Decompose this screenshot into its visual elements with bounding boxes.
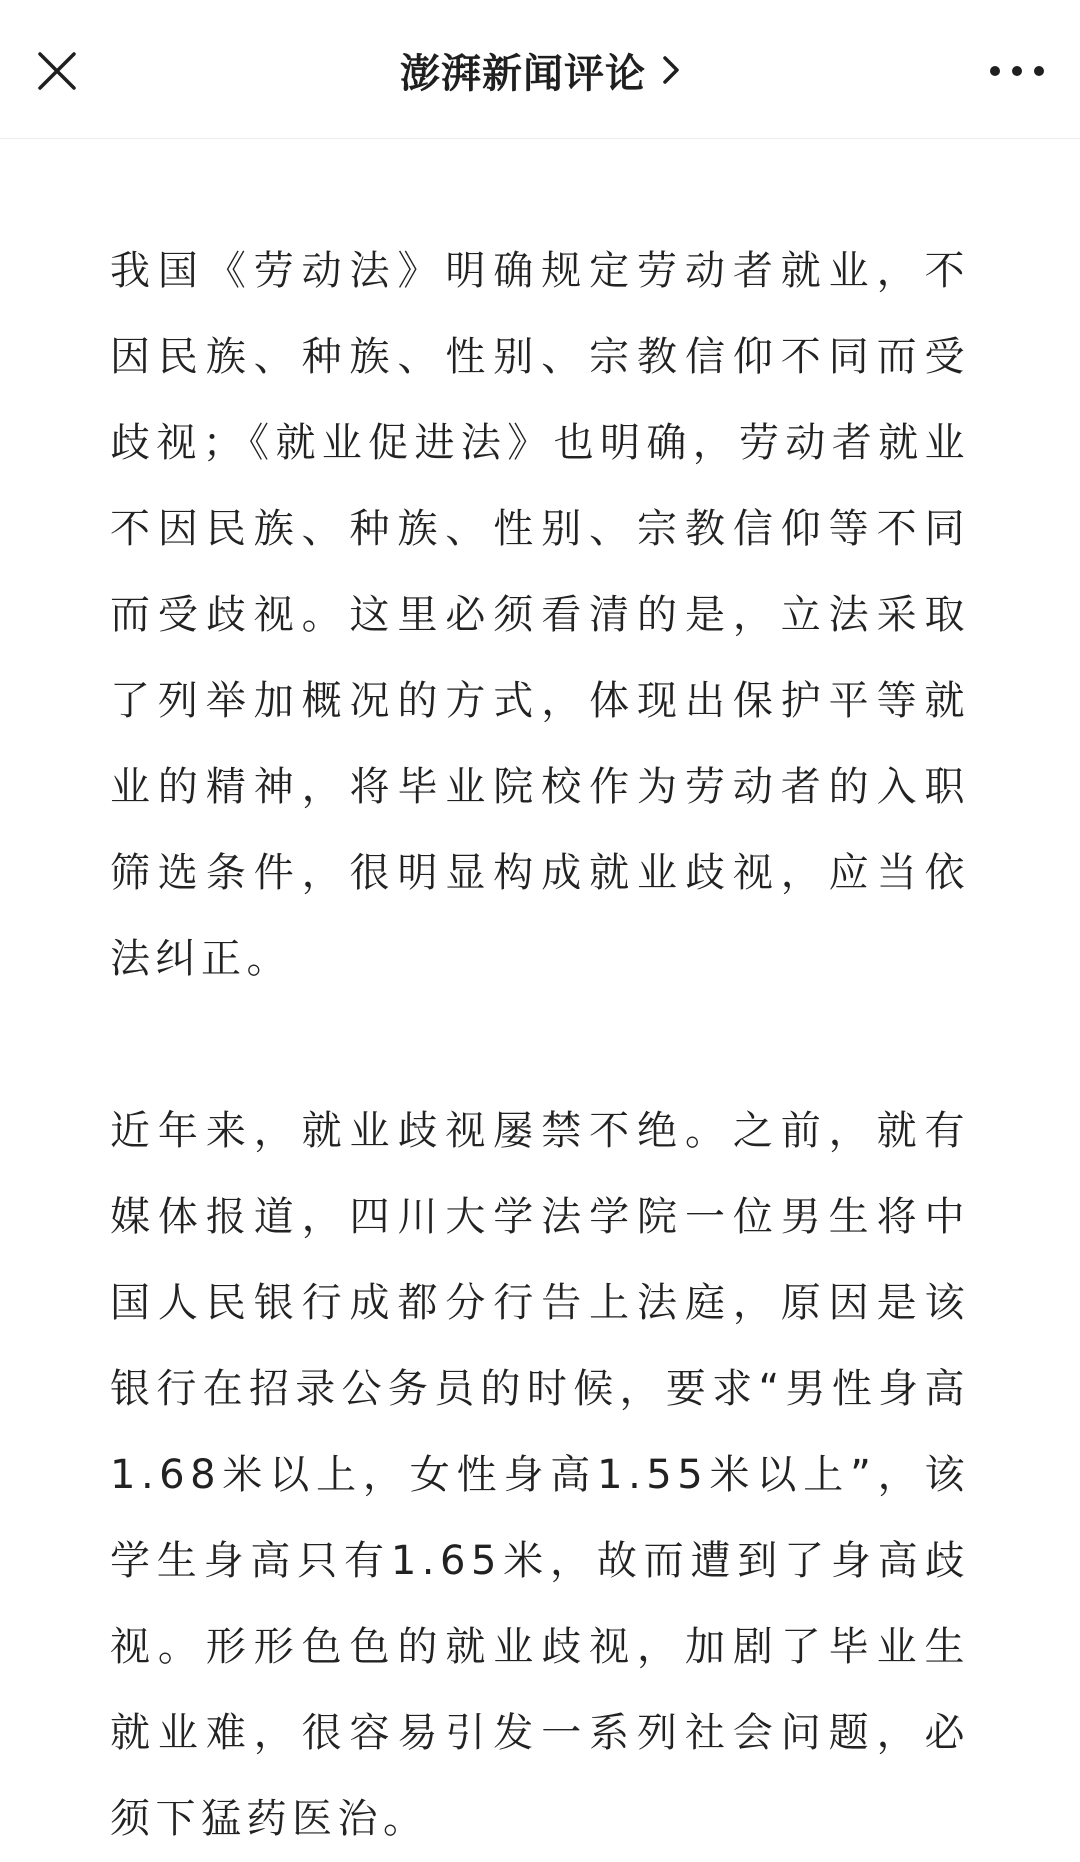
more-options-button[interactable] [976, 42, 1058, 100]
more-horizontal-icon [989, 65, 1045, 77]
article-body [110, 228, 970, 1862]
article-paragraph: 近年来，就业歧视屡禁不绝。之前，就有媒体报道，四川大学法学院一位男生将中国人民银行成都分行告上法庭，原因是该银行在招录公务员的时候，要求“男性身高1.68米以上，女性身高1.55米以上”，该学生身高只有1.65米，故而遭到了身高歧视。形形色色的就业歧视，加剧了毕业生就业难，很容易引发一系列社会问题，必须下猛药医治。 [110, 1108, 970, 1842]
page-title: 澎湃新闻评论 [400, 50, 646, 97]
account-title-link[interactable] [400, 42, 680, 99]
header-title-area [0, 40, 1080, 100]
article-paragraph: 我国《劳动法》明确规定劳动者就业，不因民族、种族、性别、宗教信仰不同而受歧视；《就业促进法》也明确，劳动者就业不因民族、种族、性别、宗教信仰等不同而受歧视。这里必须看清的是，立法采取了列举加概况的方式，体现出保护平等就业的精神，将毕业院校作为劳动者的入职筛选条件，很明显构成就业歧视，应当依法纠正。 [110, 248, 970, 982]
chevron-right-icon [662, 55, 680, 85]
top-navigation-bar [0, 0, 1080, 139]
